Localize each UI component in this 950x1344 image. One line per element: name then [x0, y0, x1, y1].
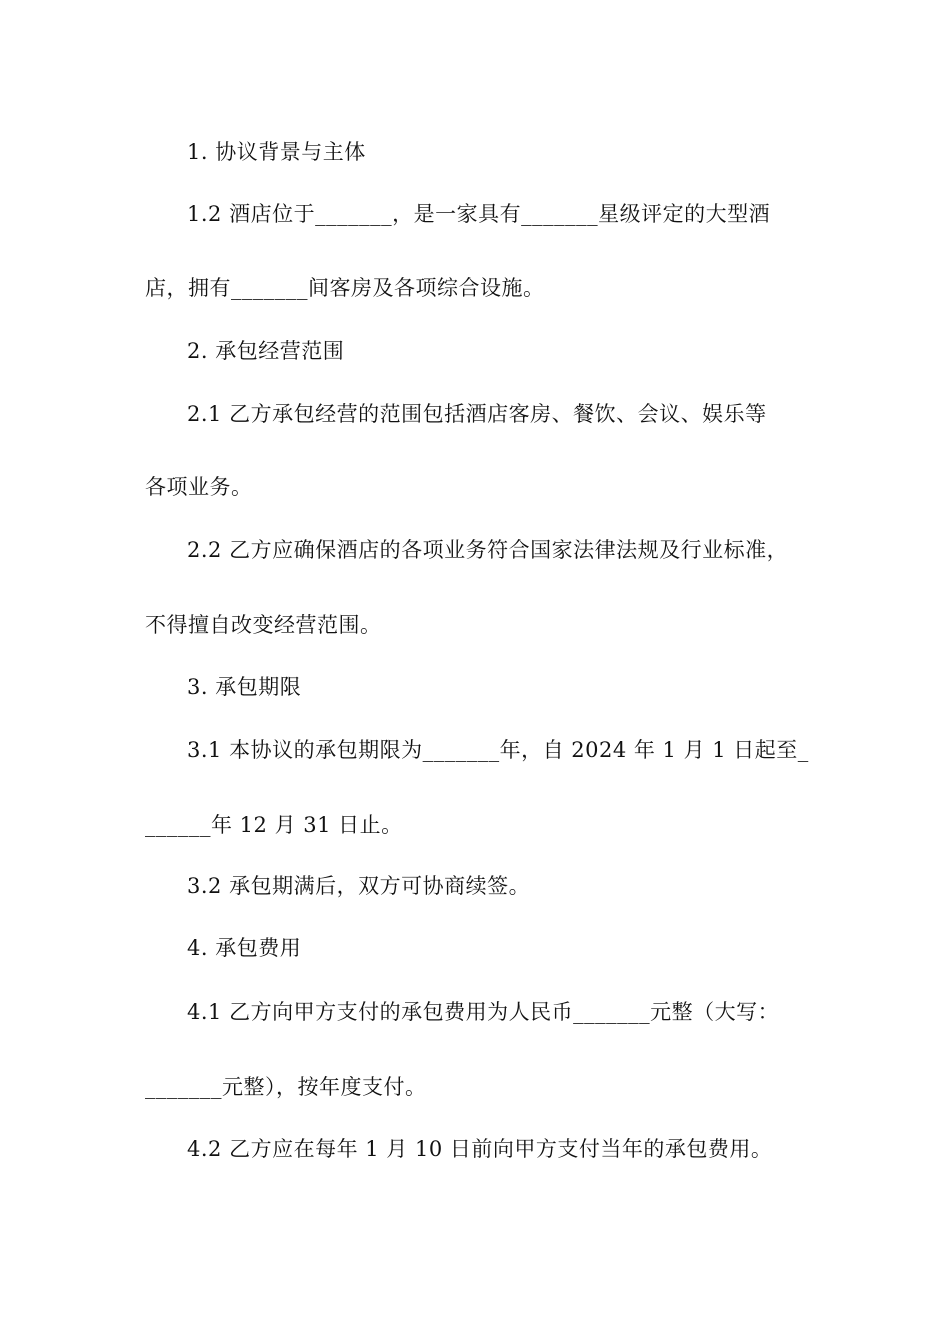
- clause-4-2: 4.2 乙方应在每年 1 月 10 日前向甲方支付当年的承包费用。: [187, 1137, 773, 1161]
- section-heading-1: 1. 协议背景与主体: [187, 140, 366, 164]
- section-heading-2: 2. 承包经营范围: [187, 339, 345, 363]
- clause-4-1-continued: _______元整），按年度支付。: [145, 1075, 427, 1099]
- clause-2-2-continued: 不得擅自改变经营范围。: [145, 613, 382, 637]
- clause-3-1: 3.1 本协议的承包期限为_______年，自 2024 年 1 月 1 日起至_: [187, 738, 809, 762]
- clause-2-1: 2.1 乙方承包经营的范围包括酒店客房、餐饮、会议、娱乐等: [187, 402, 767, 426]
- section-heading-4: 4. 承包费用: [187, 936, 302, 960]
- section-heading-3: 3. 承包期限: [187, 675, 302, 699]
- clause-1-2-continued: 店，拥有_______间客房及各项综合设施。: [145, 276, 545, 300]
- clause-4-1: 4.1 乙方向甲方支付的承包费用为人民币_______元整（大写：: [187, 1000, 780, 1024]
- clause-2-2: 2.2 乙方应确保酒店的各项业务符合国家法律法规及行业标准，: [187, 538, 789, 562]
- clause-2-1-continued: 各项业务。: [145, 475, 253, 499]
- clause-1-2: 1.2 酒店位于_______，是一家具有_______星级评定的大型酒: [187, 202, 771, 226]
- clause-3-1-continued: ______年 12 月 31 日止。: [145, 813, 403, 837]
- clause-3-2: 3.2 承包期满后，双方可协商续签。: [187, 874, 531, 898]
